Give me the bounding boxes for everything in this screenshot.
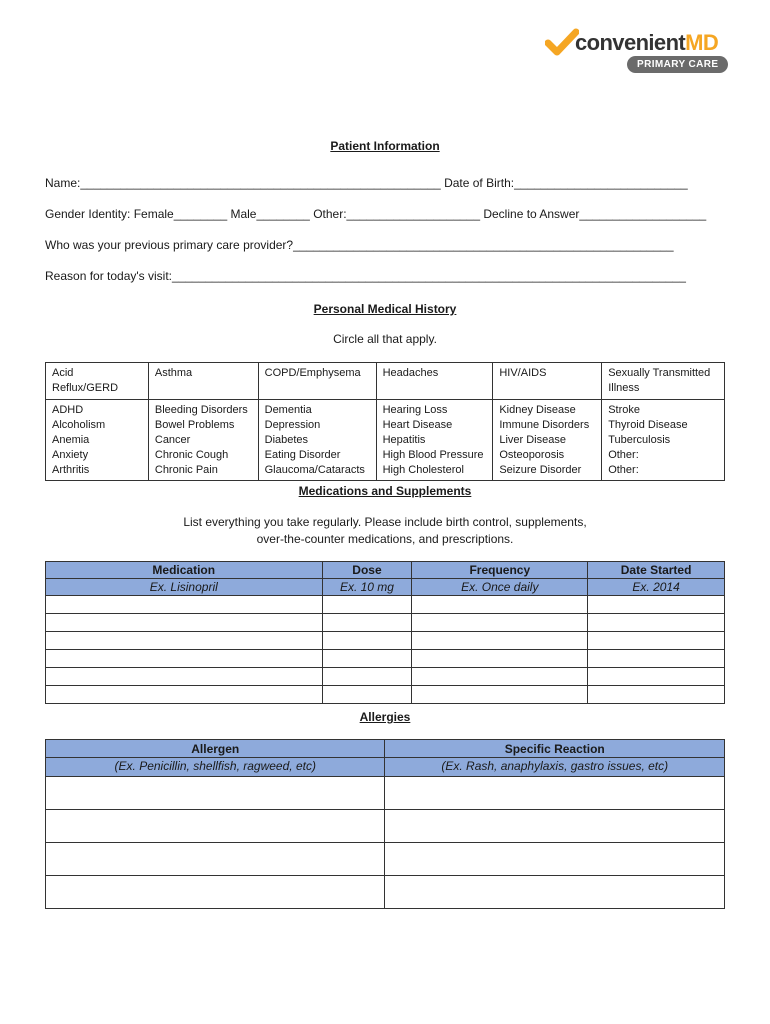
dose-cell[interactable] — [322, 596, 412, 614]
allergen-cell[interactable] — [46, 876, 385, 909]
condition-item[interactable]: Chronic Cough — [154, 449, 229, 461]
medication-cell[interactable] — [46, 668, 323, 686]
condition-item[interactable]: Heart Disease — [382, 419, 453, 431]
reaction-cell[interactable] — [385, 777, 725, 810]
reason-for-visit-field[interactable]: Reason for today's visit:_____________________________________________________________________________ — [45, 269, 686, 283]
condition-item[interactable]: Osteoporosis — [499, 449, 565, 461]
patient-information-title: Patient Information — [330, 139, 440, 153]
frequency-header: Frequency — [412, 562, 588, 579]
frequency-cell[interactable] — [412, 650, 588, 668]
frequency-cell[interactable] — [412, 596, 588, 614]
allergen-example: (Ex. Penicillin, shellfish, ragweed, etc) — [46, 758, 385, 777]
condition-item[interactable]: Depression — [264, 419, 321, 431]
condition-item[interactable]: Eating Disorder — [264, 449, 341, 461]
condition-item[interactable]: Cancer — [154, 434, 191, 446]
date-started-cell[interactable] — [588, 596, 725, 614]
condition-item[interactable]: High Cholesterol — [382, 464, 464, 476]
frequency-cell[interactable] — [412, 614, 588, 632]
medical-history-title: Personal Medical History — [313, 302, 457, 316]
condition-item[interactable]: HIV/AIDS — [493, 363, 602, 400]
table-row — [46, 596, 725, 614]
name-dob-field[interactable]: Name:______________________________________________________ Date of Birth:__________________________ — [45, 176, 688, 190]
previous-provider-field[interactable]: Who was your previous primary care provider?_________________________________________________________ — [45, 238, 674, 252]
date-started-header: Date Started — [588, 562, 725, 579]
medications-instruction-2: over-the-counter medications, and prescriptions. — [256, 532, 514, 546]
dose-cell[interactable] — [322, 632, 412, 650]
medication-cell[interactable] — [46, 632, 323, 650]
allergies-table — [45, 739, 725, 909]
medications-instruction-1: List everything you take regularly. Please include birth control, supplements, — [183, 515, 587, 529]
table-row — [46, 843, 725, 876]
condition-item[interactable]: Hepatitis — [382, 434, 426, 446]
date-started-cell[interactable] — [588, 686, 725, 704]
condition-item[interactable]: Glaucoma/Cataracts — [264, 464, 365, 476]
specific-reaction-header: Specific Reaction — [385, 740, 725, 758]
condition-item[interactable]: Alcoholism — [52, 419, 106, 431]
medication-example: Ex. Lisinopril — [46, 579, 323, 596]
condition-item[interactable]: Dementia — [264, 404, 312, 416]
date-started-cell[interactable] — [588, 668, 725, 686]
condition-item[interactable]: Immune Disorders — [499, 419, 590, 431]
dose-example: Ex. 10 mg — [322, 579, 412, 596]
condition-item[interactable]: Anxiety — [52, 449, 89, 461]
allergies-title: Allergies — [359, 710, 411, 724]
medication-header: Medication — [46, 562, 323, 579]
condition-item[interactable]: Acid Reflux/GERD — [46, 363, 149, 400]
condition-item[interactable]: Stroke — [608, 404, 640, 416]
medications-title: Medications and Supplements — [298, 484, 472, 498]
condition-item[interactable]: COPD/Emphysema — [258, 363, 376, 400]
table-row — [46, 686, 725, 704]
table-row — [46, 876, 725, 909]
medication-cell[interactable] — [46, 596, 323, 614]
frequency-cell[interactable] — [412, 632, 588, 650]
dose-header: Dose — [322, 562, 412, 579]
reaction-cell[interactable] — [385, 843, 725, 876]
date-started-cell[interactable] — [588, 632, 725, 650]
allergen-cell[interactable] — [46, 810, 385, 843]
frequency-cell[interactable] — [412, 686, 588, 704]
condition-item[interactable]: Hearing Loss — [382, 404, 448, 416]
condition-item[interactable]: Sexually Transmitted Illness — [602, 363, 725, 400]
condition-item[interactable]: Seizure Disorder — [499, 464, 582, 476]
table-row — [46, 777, 725, 810]
dose-cell[interactable] — [322, 614, 412, 632]
table-row — [46, 650, 725, 668]
condition-item[interactable]: Bleeding Disorders — [154, 404, 248, 416]
reaction-example: (Ex. Rash, anaphylaxis, gastro issues, etc) — [385, 758, 725, 777]
brand-name: convenientMD — [575, 30, 719, 55]
medication-cell[interactable] — [46, 650, 323, 668]
condition-item[interactable]: Asthma — [148, 363, 258, 400]
dose-cell[interactable] — [322, 686, 412, 704]
condition-item[interactable]: Anemia — [52, 434, 90, 446]
reaction-cell[interactable] — [385, 810, 725, 843]
reaction-cell[interactable] — [385, 876, 725, 909]
table-row — [46, 668, 725, 686]
gender-identity-field[interactable]: Gender Identity: Female________ Male________ Other:____________________ Decline to Answer___________________ — [45, 207, 707, 221]
table-row — [46, 632, 725, 650]
condition-item[interactable]: Bowel Problems — [154, 419, 235, 431]
frequency-example: Ex. Once daily — [412, 579, 588, 596]
condition-item[interactable]: Arthritis — [52, 464, 90, 476]
condition-item[interactable]: Liver Disease — [499, 434, 566, 446]
condition-item[interactable]: Chronic Pain — [154, 464, 218, 476]
date-started-example: Ex. 2014 — [588, 579, 725, 596]
table-row — [46, 614, 725, 632]
frequency-cell[interactable] — [412, 668, 588, 686]
table-row — [46, 810, 725, 843]
condition-item[interactable]: Diabetes — [264, 434, 309, 446]
allergen-header: Allergen — [46, 740, 385, 758]
condition-item[interactable]: Tuberculosis — [608, 434, 671, 446]
medication-cell[interactable] — [46, 614, 323, 632]
brand-logo — [545, 26, 730, 78]
condition-item[interactable]: High Blood Pressure — [382, 449, 484, 461]
condition-item[interactable]: Thyroid Disease — [608, 419, 688, 431]
dose-cell[interactable] — [322, 668, 412, 686]
dose-cell[interactable] — [322, 650, 412, 668]
condition-item[interactable]: Other: — [608, 464, 639, 476]
allergen-cell[interactable] — [46, 777, 385, 810]
medications-table — [45, 561, 725, 704]
condition-item[interactable]: Headaches — [376, 363, 493, 400]
condition-item[interactable]: ADHD — [52, 404, 84, 416]
condition-item[interactable]: Kidney Disease — [499, 404, 576, 416]
date-started-cell[interactable] — [588, 650, 725, 668]
checkmark-icon — [545, 28, 579, 58]
date-started-cell[interactable] — [588, 614, 725, 632]
allergen-cell[interactable] — [46, 843, 385, 876]
condition-item[interactable]: Other: — [608, 449, 639, 461]
medical-history-table — [45, 362, 725, 481]
medical-history-instruction: Circle all that apply. — [333, 332, 437, 346]
primary-care-badge: PRIMARY CARE — [627, 56, 728, 73]
medication-cell[interactable] — [46, 686, 323, 704]
